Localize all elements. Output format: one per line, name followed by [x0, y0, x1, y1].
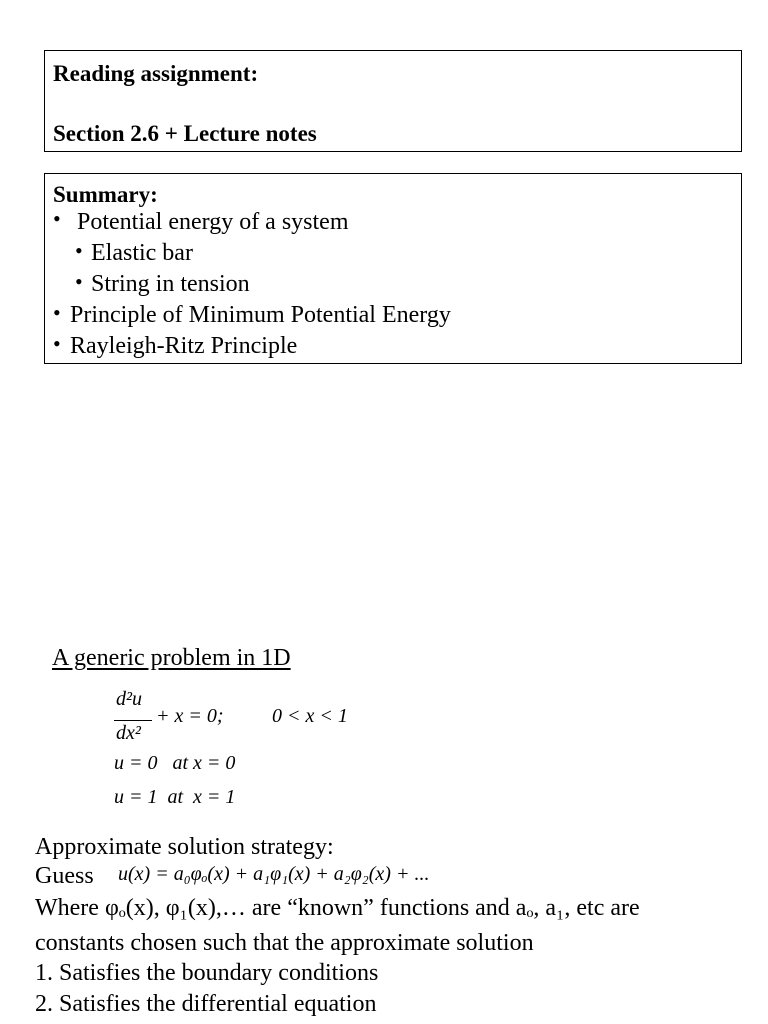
bullet-icon: • [53, 331, 61, 356]
bullet-icon: • [53, 300, 61, 325]
strategy-heading: Approximate solution strategy: [35, 834, 334, 860]
condition-1: 1. Satisfies the boundary conditions [35, 960, 379, 986]
bullet-icon: • [75, 238, 83, 263]
constants-line: constants chosen such that the approximate solution [35, 930, 534, 956]
reading-section: Section 2.6 + Lecture notes [53, 121, 317, 146]
summary-item: Elastic bar [91, 240, 193, 266]
condition-2: 2. Satisfies the differential equation [35, 991, 377, 1017]
equation-rhs: + x = 0; [156, 705, 224, 727]
equation-domain: 0 < x < 1 [272, 705, 348, 727]
summary-box [44, 173, 742, 364]
bullet-icon: • [75, 269, 83, 294]
reading-assignment-box [44, 50, 742, 152]
boundary-condition-2: u = 1 at x = 1 [114, 786, 236, 808]
guess-formula: u(x) = a₀φₒ(x) + a₁φ₁(x) + a₂φ₂(x) + ... [118, 863, 430, 885]
problem-title: A generic problem in 1D [52, 645, 291, 671]
summary-item: Principle of Minimum Potential Energy [70, 302, 451, 328]
summary-heading: Summary: [53, 182, 158, 207]
boundary-condition-1: u = 0 at x = 0 [114, 752, 236, 774]
fraction-denominator: dx² [116, 722, 141, 744]
bullet-icon: • [53, 206, 61, 231]
guess-label: Guess [35, 863, 94, 889]
summary-item: Potential energy of a system [77, 209, 349, 235]
fraction-bar [114, 720, 152, 721]
where-line: Where φₒ(x), φ₁(x),… are “known” functions and aₒ, a₁, etc are [35, 895, 640, 921]
fraction-numerator: d²u [116, 688, 142, 710]
reading-heading: Reading assignment: [53, 61, 259, 86]
summary-item: Rayleigh-Ritz Principle [70, 333, 298, 359]
summary-item: String in tension [91, 271, 250, 297]
